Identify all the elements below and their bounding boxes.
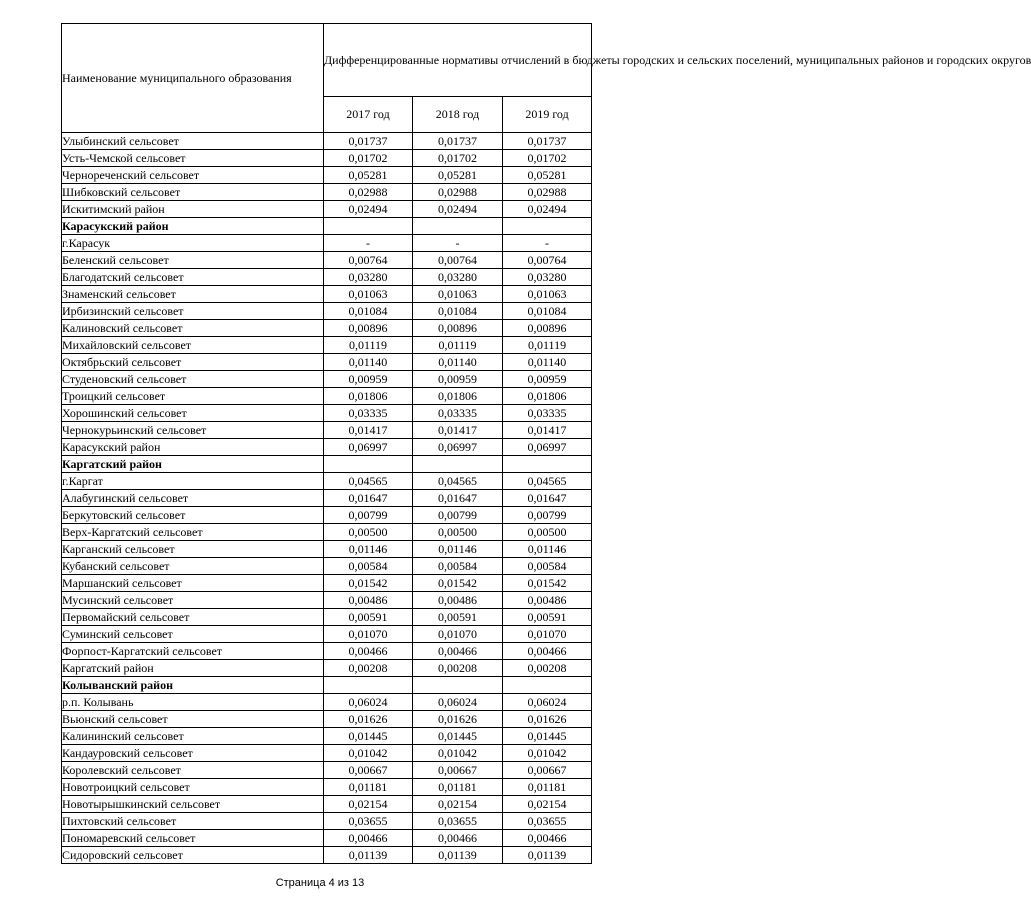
table-row — [62, 133, 592, 150]
value-2018: 0,02154 — [413, 796, 503, 813]
value-2018: 0,00208 — [413, 660, 503, 677]
municipality-name: Мусинский сельсовет — [62, 592, 324, 609]
value-2018: 0,01119 — [413, 337, 503, 354]
value-2017: 0,00764 — [324, 252, 413, 269]
empty-cell — [324, 456, 413, 473]
value-2017: 0,01119 — [324, 337, 413, 354]
value-2018: 0,00764 — [413, 252, 503, 269]
value-2017: 0,03280 — [324, 269, 413, 286]
table-row — [62, 609, 592, 626]
empty-cell — [503, 218, 592, 235]
value-2017: 0,00466 — [324, 643, 413, 660]
value-2017: - — [324, 235, 413, 252]
value-2017: 0,00591 — [324, 609, 413, 626]
value-2017: 0,03335 — [324, 405, 413, 422]
header-row — [62, 24, 592, 97]
table-row — [62, 575, 592, 592]
value-2018: 0,01139 — [413, 847, 503, 864]
value-2018: 0,00466 — [413, 643, 503, 660]
value-2018: 0,02494 — [413, 201, 503, 218]
table-row — [62, 184, 592, 201]
value-2019: 0,03335 — [503, 405, 592, 422]
value-2018: 0,00959 — [413, 371, 503, 388]
table-row — [62, 830, 592, 847]
table-row — [62, 371, 592, 388]
value-2017: 0,00486 — [324, 592, 413, 609]
value-2018: 0,02988 — [413, 184, 503, 201]
district-name: Каргатский район — [62, 456, 324, 473]
municipality-name: Улыбинский сельсовет — [62, 133, 324, 150]
municipality-name: Новотроицкий сельсовет — [62, 779, 324, 796]
value-2019: 0,01647 — [503, 490, 592, 507]
value-2018: 0,01042 — [413, 745, 503, 762]
value-2019: 0,01417 — [503, 422, 592, 439]
value-2017: 0,05281 — [324, 167, 413, 184]
value-2019: 0,01806 — [503, 388, 592, 405]
table-row — [62, 728, 592, 745]
table-row — [62, 439, 592, 456]
value-2019: 0,01084 — [503, 303, 592, 320]
column-header-name: Наименование муниципального образования — [62, 24, 324, 133]
value-2019: 0,05281 — [503, 167, 592, 184]
municipality-name: Новотырышкинский сельсовет — [62, 796, 324, 813]
value-2019: 0,01737 — [503, 133, 592, 150]
value-2018: 0,01070 — [413, 626, 503, 643]
value-2018: 0,00799 — [413, 507, 503, 524]
table-row — [62, 762, 592, 779]
municipality-name: Кубанский сельсовет — [62, 558, 324, 575]
district-header-row — [62, 218, 592, 235]
table-row — [62, 745, 592, 762]
value-2017: 0,06024 — [324, 694, 413, 711]
municipality-name: Чернореченский сельсовет — [62, 167, 324, 184]
value-2018: 0,01084 — [413, 303, 503, 320]
value-2019: - — [503, 235, 592, 252]
table-row — [62, 473, 592, 490]
value-2019: 0,00959 — [503, 371, 592, 388]
value-2017: 0,00584 — [324, 558, 413, 575]
value-2017: 0,01070 — [324, 626, 413, 643]
municipality-name: Карасукский район — [62, 439, 324, 456]
value-2017: 0,01417 — [324, 422, 413, 439]
value-2018: 0,01140 — [413, 354, 503, 371]
table-row — [62, 235, 592, 252]
value-2019: 0,01042 — [503, 745, 592, 762]
value-2018: 0,01542 — [413, 575, 503, 592]
norms-table — [61, 23, 1031, 864]
municipality-name: Беленский сельсовет — [62, 252, 324, 269]
value-2018: 0,00896 — [413, 320, 503, 337]
value-2017: 0,01140 — [324, 354, 413, 371]
table-row — [62, 779, 592, 796]
table-row — [62, 201, 592, 218]
value-2017: 0,01146 — [324, 541, 413, 558]
empty-cell — [503, 677, 592, 694]
municipality-name: Октябрьский сельсовет — [62, 354, 324, 371]
value-2017: 0,01042 — [324, 745, 413, 762]
municipality-name: Чернокурьинский сельсовет — [62, 422, 324, 439]
municipality-name: Студеновский сельсовет — [62, 371, 324, 388]
value-2018: 0,03280 — [413, 269, 503, 286]
municipality-name: Первомайский сельсовет — [62, 609, 324, 626]
value-2019: 0,02494 — [503, 201, 592, 218]
value-2019: 0,01146 — [503, 541, 592, 558]
value-2019: 0,01063 — [503, 286, 592, 303]
value-2017: 0,01647 — [324, 490, 413, 507]
municipality-name: Пономаревский сельсовет — [62, 830, 324, 847]
municipality-name: Форпост-Каргатский сельсовет — [62, 643, 324, 660]
value-2019: 0,01626 — [503, 711, 592, 728]
value-2018: 0,06024 — [413, 694, 503, 711]
district-header-row — [62, 677, 592, 694]
value-2017: 0,01737 — [324, 133, 413, 150]
municipality-name: Кандауровский сельсовет — [62, 745, 324, 762]
empty-cell — [413, 456, 503, 473]
value-2017: 0,01542 — [324, 575, 413, 592]
municipality-name: Каргатский район — [62, 660, 324, 677]
municipality-name: Ирбизинский сельсовет — [62, 303, 324, 320]
district-name: Карасукский район — [62, 218, 324, 235]
table-row — [62, 337, 592, 354]
value-2018: 0,00591 — [413, 609, 503, 626]
table-row — [62, 643, 592, 660]
table-row — [62, 626, 592, 643]
value-2019: 0,02154 — [503, 796, 592, 813]
table-row — [62, 405, 592, 422]
value-2019: 0,01140 — [503, 354, 592, 371]
value-2017: 0,01445 — [324, 728, 413, 745]
municipality-name: г.Каргат — [62, 473, 324, 490]
value-2018: 0,00486 — [413, 592, 503, 609]
page-number: Страница 4 из 13 — [275, 877, 365, 889]
value-2018: 0,01737 — [413, 133, 503, 150]
table-row — [62, 167, 592, 184]
table-row — [62, 796, 592, 813]
value-2019: 0,03655 — [503, 813, 592, 830]
municipality-name: Усть-Чемской сельсовет — [62, 150, 324, 167]
municipality-name: Алабугинский сельсовет — [62, 490, 324, 507]
municipality-name: Верх-Каргатский сельсовет — [62, 524, 324, 541]
value-2019: 0,06024 — [503, 694, 592, 711]
municipality-name: Вьюнский сельсовет — [62, 711, 324, 728]
municipality-name: р.п. Колывань — [62, 694, 324, 711]
value-2019: 0,01070 — [503, 626, 592, 643]
value-2017: 0,00466 — [324, 830, 413, 847]
value-2019: 0,00584 — [503, 558, 592, 575]
value-2018: - — [413, 235, 503, 252]
value-2017: 0,01139 — [324, 847, 413, 864]
value-2017: 0,01063 — [324, 286, 413, 303]
value-2019: 0,00500 — [503, 524, 592, 541]
value-2017: 0,01181 — [324, 779, 413, 796]
value-2017: 0,02154 — [324, 796, 413, 813]
municipality-name: Беркутовский сельсовет — [62, 507, 324, 524]
table-row — [62, 303, 592, 320]
value-2017: 0,02988 — [324, 184, 413, 201]
value-2019: 0,00799 — [503, 507, 592, 524]
value-2018: 0,04565 — [413, 473, 503, 490]
value-2018: 0,01445 — [413, 728, 503, 745]
value-2017: 0,01084 — [324, 303, 413, 320]
table-row — [62, 286, 592, 303]
value-2019: 0,02988 — [503, 184, 592, 201]
table-row — [62, 422, 592, 439]
table-row — [62, 490, 592, 507]
value-2017: 0,06997 — [324, 439, 413, 456]
table-row — [62, 847, 592, 864]
table-row — [62, 694, 592, 711]
value-2019: 0,01139 — [503, 847, 592, 864]
value-2019: 0,00466 — [503, 643, 592, 660]
value-2019: 0,00896 — [503, 320, 592, 337]
municipality-name: Искитимский район — [62, 201, 324, 218]
value-2019: 0,00764 — [503, 252, 592, 269]
district-header-row — [62, 456, 592, 473]
empty-cell — [324, 677, 413, 694]
value-2017: 0,01702 — [324, 150, 413, 167]
value-2019: 0,06997 — [503, 439, 592, 456]
table-row — [62, 269, 592, 286]
value-2018: 0,01626 — [413, 711, 503, 728]
municipality-name: Калининский сельсовет — [62, 728, 324, 745]
table-row — [62, 252, 592, 269]
value-2017: 0,00667 — [324, 762, 413, 779]
table-row — [62, 320, 592, 337]
value-2017: 0,00799 — [324, 507, 413, 524]
value-2019: 0,03280 — [503, 269, 592, 286]
table-row — [62, 592, 592, 609]
column-header-normatives: Дифференцированные нормативы отчислений в бюджеты городских и сельских поселений, муниципальных районов и городских округов — [324, 24, 592, 97]
value-2017: 0,03655 — [324, 813, 413, 830]
value-2019: 0,01445 — [503, 728, 592, 745]
value-2019: 0,00466 — [503, 830, 592, 847]
value-2019: 0,01181 — [503, 779, 592, 796]
municipality-name: Хорошинский сельсовет — [62, 405, 324, 422]
municipality-name: Михайловский сельсовет — [62, 337, 324, 354]
value-2018: 0,03655 — [413, 813, 503, 830]
table-row — [62, 558, 592, 575]
table-row — [62, 150, 592, 167]
value-2018: 0,00500 — [413, 524, 503, 541]
value-2018: 0,01702 — [413, 150, 503, 167]
value-2017: 0,00208 — [324, 660, 413, 677]
table-row — [62, 541, 592, 558]
table-row — [62, 660, 592, 677]
value-2017: 0,00896 — [324, 320, 413, 337]
year-header-2018: 2018 год — [413, 97, 503, 133]
municipality-name: Знаменский сельсовет — [62, 286, 324, 303]
municipality-name: Благодатский сельсовет — [62, 269, 324, 286]
municipality-name: Карганский сельсовет — [62, 541, 324, 558]
value-2019: 0,04565 — [503, 473, 592, 490]
value-2017: 0,01626 — [324, 711, 413, 728]
value-2018: 0,00584 — [413, 558, 503, 575]
table-row — [62, 711, 592, 728]
municipality-name: Калиновский сельсовет — [62, 320, 324, 337]
municipality-name: Сидоровский сельсовет — [62, 847, 324, 864]
empty-cell — [503, 456, 592, 473]
municipality-name: Маршанский сельсовет — [62, 575, 324, 592]
value-2018: 0,00466 — [413, 830, 503, 847]
value-2018: 0,01806 — [413, 388, 503, 405]
value-2019: 0,01119 — [503, 337, 592, 354]
value-2019: 0,01542 — [503, 575, 592, 592]
value-2018: 0,05281 — [413, 167, 503, 184]
municipality-name: Суминский сельсовет — [62, 626, 324, 643]
value-2017: 0,00500 — [324, 524, 413, 541]
value-2018: 0,00667 — [413, 762, 503, 779]
table-row — [62, 813, 592, 830]
empty-cell — [413, 218, 503, 235]
table-row — [62, 507, 592, 524]
value-2017: 0,00959 — [324, 371, 413, 388]
value-2017: 0,02494 — [324, 201, 413, 218]
municipality-name: Пихтовский сельсовет — [62, 813, 324, 830]
empty-cell — [413, 677, 503, 694]
value-2019: 0,01702 — [503, 150, 592, 167]
municipality-name: Королевский сельсовет — [62, 762, 324, 779]
value-2018: 0,01417 — [413, 422, 503, 439]
value-2018: 0,01146 — [413, 541, 503, 558]
empty-cell — [324, 218, 413, 235]
value-2019: 0,00208 — [503, 660, 592, 677]
value-2018: 0,06997 — [413, 439, 503, 456]
year-header-2017: 2017 год — [324, 97, 413, 133]
value-2018: 0,01181 — [413, 779, 503, 796]
table-body — [62, 24, 1031, 864]
table-row — [62, 524, 592, 541]
value-2017: 0,04565 — [324, 473, 413, 490]
value-2018: 0,03335 — [413, 405, 503, 422]
municipality-name: г.Карасук — [62, 235, 324, 252]
district-name: Колыванский район — [62, 677, 324, 694]
value-2019: 0,00591 — [503, 609, 592, 626]
value-2017: 0,01806 — [324, 388, 413, 405]
value-2018: 0,01647 — [413, 490, 503, 507]
value-2019: 0,00486 — [503, 592, 592, 609]
table-row — [62, 388, 592, 405]
value-2018: 0,01063 — [413, 286, 503, 303]
municipality-name: Троицкий сельсовет — [62, 388, 324, 405]
year-header-2019: 2019 год — [503, 97, 592, 133]
value-2019: 0,00667 — [503, 762, 592, 779]
table-row — [62, 354, 592, 371]
municipality-name: Шибковский сельсовет — [62, 184, 324, 201]
